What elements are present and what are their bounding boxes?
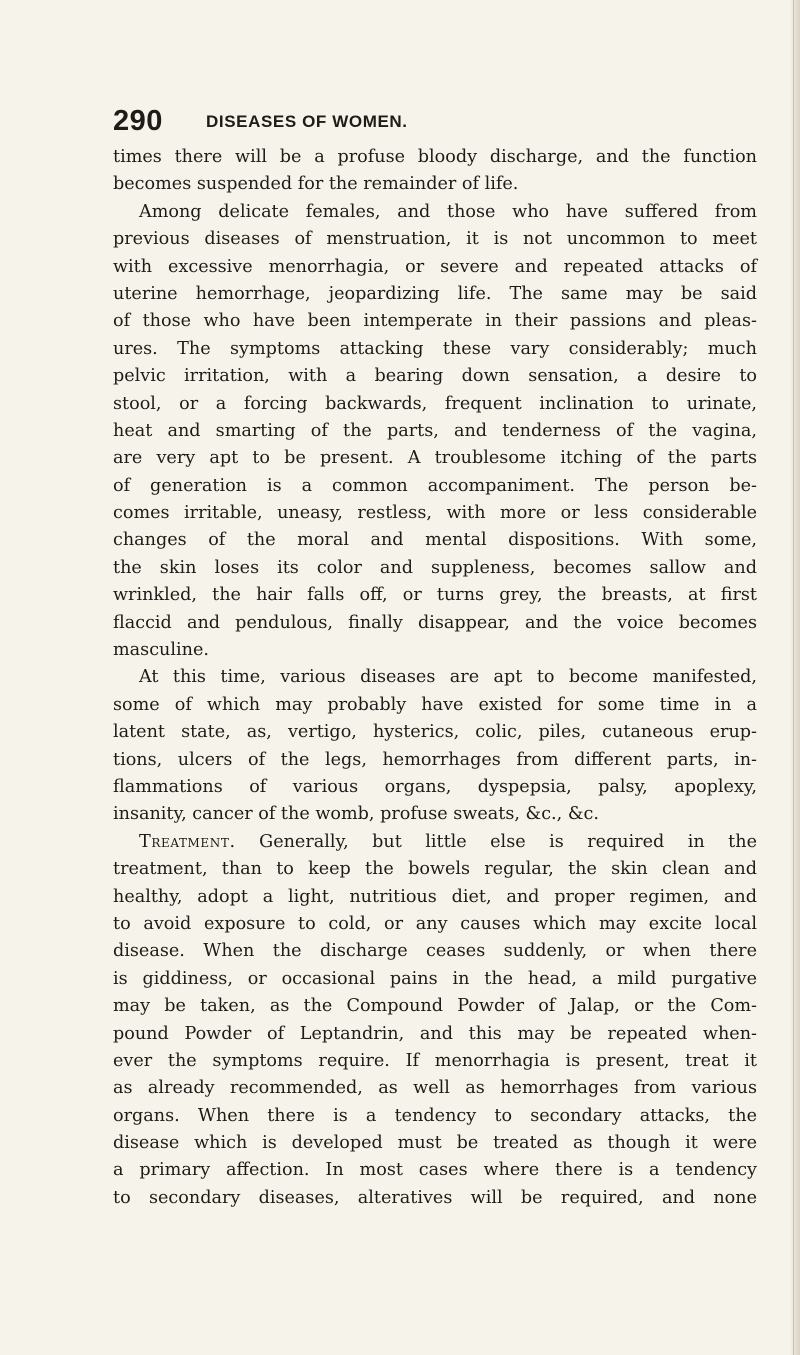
treatment-heading: Treatment. [139, 831, 236, 852]
text-line: may be taken, as the Compound Powder of Jalap, or the Com- [113, 996, 757, 1017]
text-line: previous diseases of menstruation, it is not uncommon to meet [113, 229, 757, 250]
text-line: of those who have been intemperate in their passions and pleas- [113, 311, 757, 332]
text-line: stool, or a forcing backwards, frequent inclination to urinate, [113, 393, 757, 414]
text-line: the skin loses its color and suppleness, becomes sallow and [113, 557, 757, 578]
text-line: pelvic irritation, with a bearing down sensation, a desire to [113, 366, 757, 387]
text-line: wrinkled, the hair falls off, or turns grey, the breasts, at first [113, 585, 757, 606]
text-line: flammations of various organs, dyspepsia, palsy, apoplexy, [113, 776, 757, 797]
treatment-heading-text: Generally, but little else is required in the [235, 831, 757, 852]
text-line: are very apt to be present. A troublesome itching of the parts [113, 448, 757, 469]
paragraph-start-line: At this time, various diseases are apt to become manifested, [139, 667, 757, 688]
text-line: disease. When the discharge ceases suddenly, or when there [113, 941, 757, 962]
text-line: as already recommended, as well as hemorrhages from various [113, 1078, 757, 1099]
text-line: latent state, as, vertigo, hysterics, colic, piles, cutaneous erup- [113, 722, 757, 743]
text-line: ever the symptoms require. If menorrhagia is present, treat it [113, 1050, 757, 1071]
text-line: comes irritable, uneasy, restless, with more or less considerable [113, 503, 757, 524]
text-line: organs. When there is a tendency to secondary attacks, the [113, 1105, 757, 1126]
page-header [113, 104, 763, 138]
text-line: heat and smarting of the parts, and tenderness of the vagina, [113, 420, 757, 441]
text-line: masculine. [113, 640, 209, 661]
treatment-heading-line [113, 829, 757, 856]
page-edge [790, 0, 800, 1355]
running-head: DISEASES OF WOMEN. [206, 112, 408, 131]
text-line: ures. The symptoms attacking these vary considerably; much [113, 338, 757, 359]
text-line: disease which is developed must be treated as though it were [113, 1133, 757, 1154]
text-line: is giddiness, or occasional pains in the head, a mild purgative [113, 968, 757, 989]
paragraph-start-line: Among delicate females, and those who have suffered from [139, 201, 757, 222]
text-line: pound Powder of Leptandrin, and this may be repeated when- [113, 1023, 757, 1044]
text-line: tions, ulcers of the legs, hemorrhages from different parts, in- [113, 749, 757, 770]
text-line: flaccid and pendulous, finally disappear, and the voice becomes [113, 612, 757, 633]
text-line: insanity, cancer of the womb, profuse sweats, &c., &c. [113, 804, 599, 825]
text-line: of generation is a common accompaniment. The person be- [113, 475, 757, 496]
body-text [113, 144, 757, 1212]
text-line: a primary affection. In most cases where there is a tendency [113, 1160, 757, 1181]
text-line: becomes suspended for the remainder of life. [113, 174, 519, 195]
page-number: 290 [113, 105, 163, 137]
text-line: to secondary diseases, alteratives will be required, and none [113, 1187, 757, 1208]
text-line: uterine hemorrhage, jeopardizing life. The same may be said [113, 283, 757, 304]
text-line: some of which may probably have existed for some time in a [113, 694, 757, 715]
text-line: with excessive menorrhagia, or severe and repeated attacks of [113, 256, 757, 277]
text-line: times there will be a profuse bloody discharge, and the function [113, 147, 757, 167]
text-line: to avoid exposure to cold, or any causes which may excite local [113, 913, 757, 934]
text-line: changes of the moral and mental dispositions. With some, [113, 530, 757, 551]
text-line: treatment, than to keep the bowels regular, the skin clean and [113, 859, 757, 880]
text-line: healthy, adopt a light, nutritious diet, and proper regimen, and [113, 886, 757, 907]
